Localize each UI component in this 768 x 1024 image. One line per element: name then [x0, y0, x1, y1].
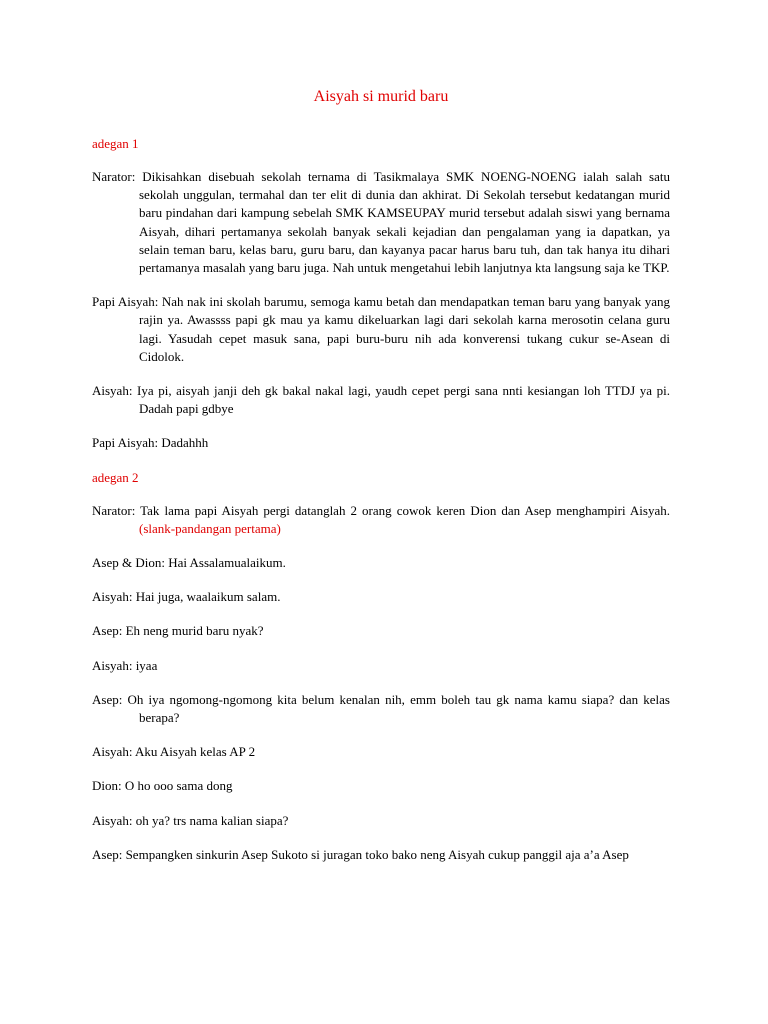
dialogue-dion-1: Dion: O ho ooo sama dong — [92, 778, 233, 794]
dialogue-aisyah-4: Aisyah: Aku Aisyah kelas AP 2 — [92, 744, 256, 760]
dialogue-papi-1: Papi Aisyah: Nah nak ini skolah barumu, semoga kamu betah dan mendapatkan teman baru yang banyak yang rajin ya. Awassss papi gk mau ya kamu dikeluarkan lagi dari sekolah karna merosotin celana guru lagi. Yasudah cepet masuk sana, papi buru-buru nih ada konverensi tukang cukur se-Asean di Cidolok. — [92, 294, 670, 364]
dialogue-asep-dion-1: Asep & Dion: Hai Assalamualaikum. — [92, 555, 286, 571]
dialogue-papi-2: Papi Aisyah: Dadahhh — [92, 435, 209, 451]
dialogue-aisyah-1: Aisyah: Iya pi, aisyah janji deh gk bakal nakal lagi, yaudh cepet pergi sana nnti kesiangan loh TTDJ ya pi. Dadah papi gdbye — [92, 383, 670, 417]
narrator-2-text: Narator: Tak lama papi Aisyah pergi datanglah 2 orang cowok keren Dion dan Asep menghampiri Aisyah. — [92, 502, 670, 518]
dialogue-aisyah-5: Aisyah: oh ya? trs nama kalian siapa? — [92, 812, 289, 828]
dialogue-narrator-1: Narator: Dikisahkan disebuah sekolah ternama di Tasikmalaya SMK NOENG-NOENG ialah salah satu sekolah unggulan, termahal dan ter elit di dunia dan akhirat. Di Sekolah tersebut kedatangan murid baru pindahan dari kampung sebelah SMK KAMSEUPAY murid tersebut adalah siswi yang bernama Aisyah, dihari pertamanya sekolah banyak sekali kejadian dan pengalaman yang ia dapatkan, ya selain teman baru, kelas baru, guru baru, dan kayanya pacar harus baru tuh, dan tak hanya itu dihari pertamanya masalah yang baru juga. Nah untuk mengetahui lebih lanjutnya kta langsung saja ke TKP. — [92, 169, 670, 276]
dialogue-asep-3: Asep: Sempangken sinkurin Asep Sukoto si juragan toko bako neng Aisyah cukup panggil aja a’a Asep — [92, 846, 629, 862]
document-title: Aisyah si murid baru — [313, 88, 449, 105]
dialogue-narrator-2 — [92, 502, 670, 538]
dialogue-aisyah-2: Aisyah: Hai juga, waalaikum salam. — [92, 589, 281, 605]
scene-heading-2: adegan 2 — [92, 469, 139, 485]
dialogue-asep-1: Asep: Eh neng murid baru nyak? — [92, 623, 264, 639]
document-page — [92, 86, 670, 880]
scene-heading-1: adegan 1 — [92, 136, 139, 151]
dialogue-asep-2: Asep: Oh iya ngomong-ngomong kita belum kenalan nih, emm boleh tau gk nama kamu siapa? dan kelas berapa? — [92, 691, 670, 726]
dialogue-aisyah-3: Aisyah: iyaa — [92, 657, 158, 673]
stage-note: (slank-pandangan pertama) — [139, 520, 281, 536]
